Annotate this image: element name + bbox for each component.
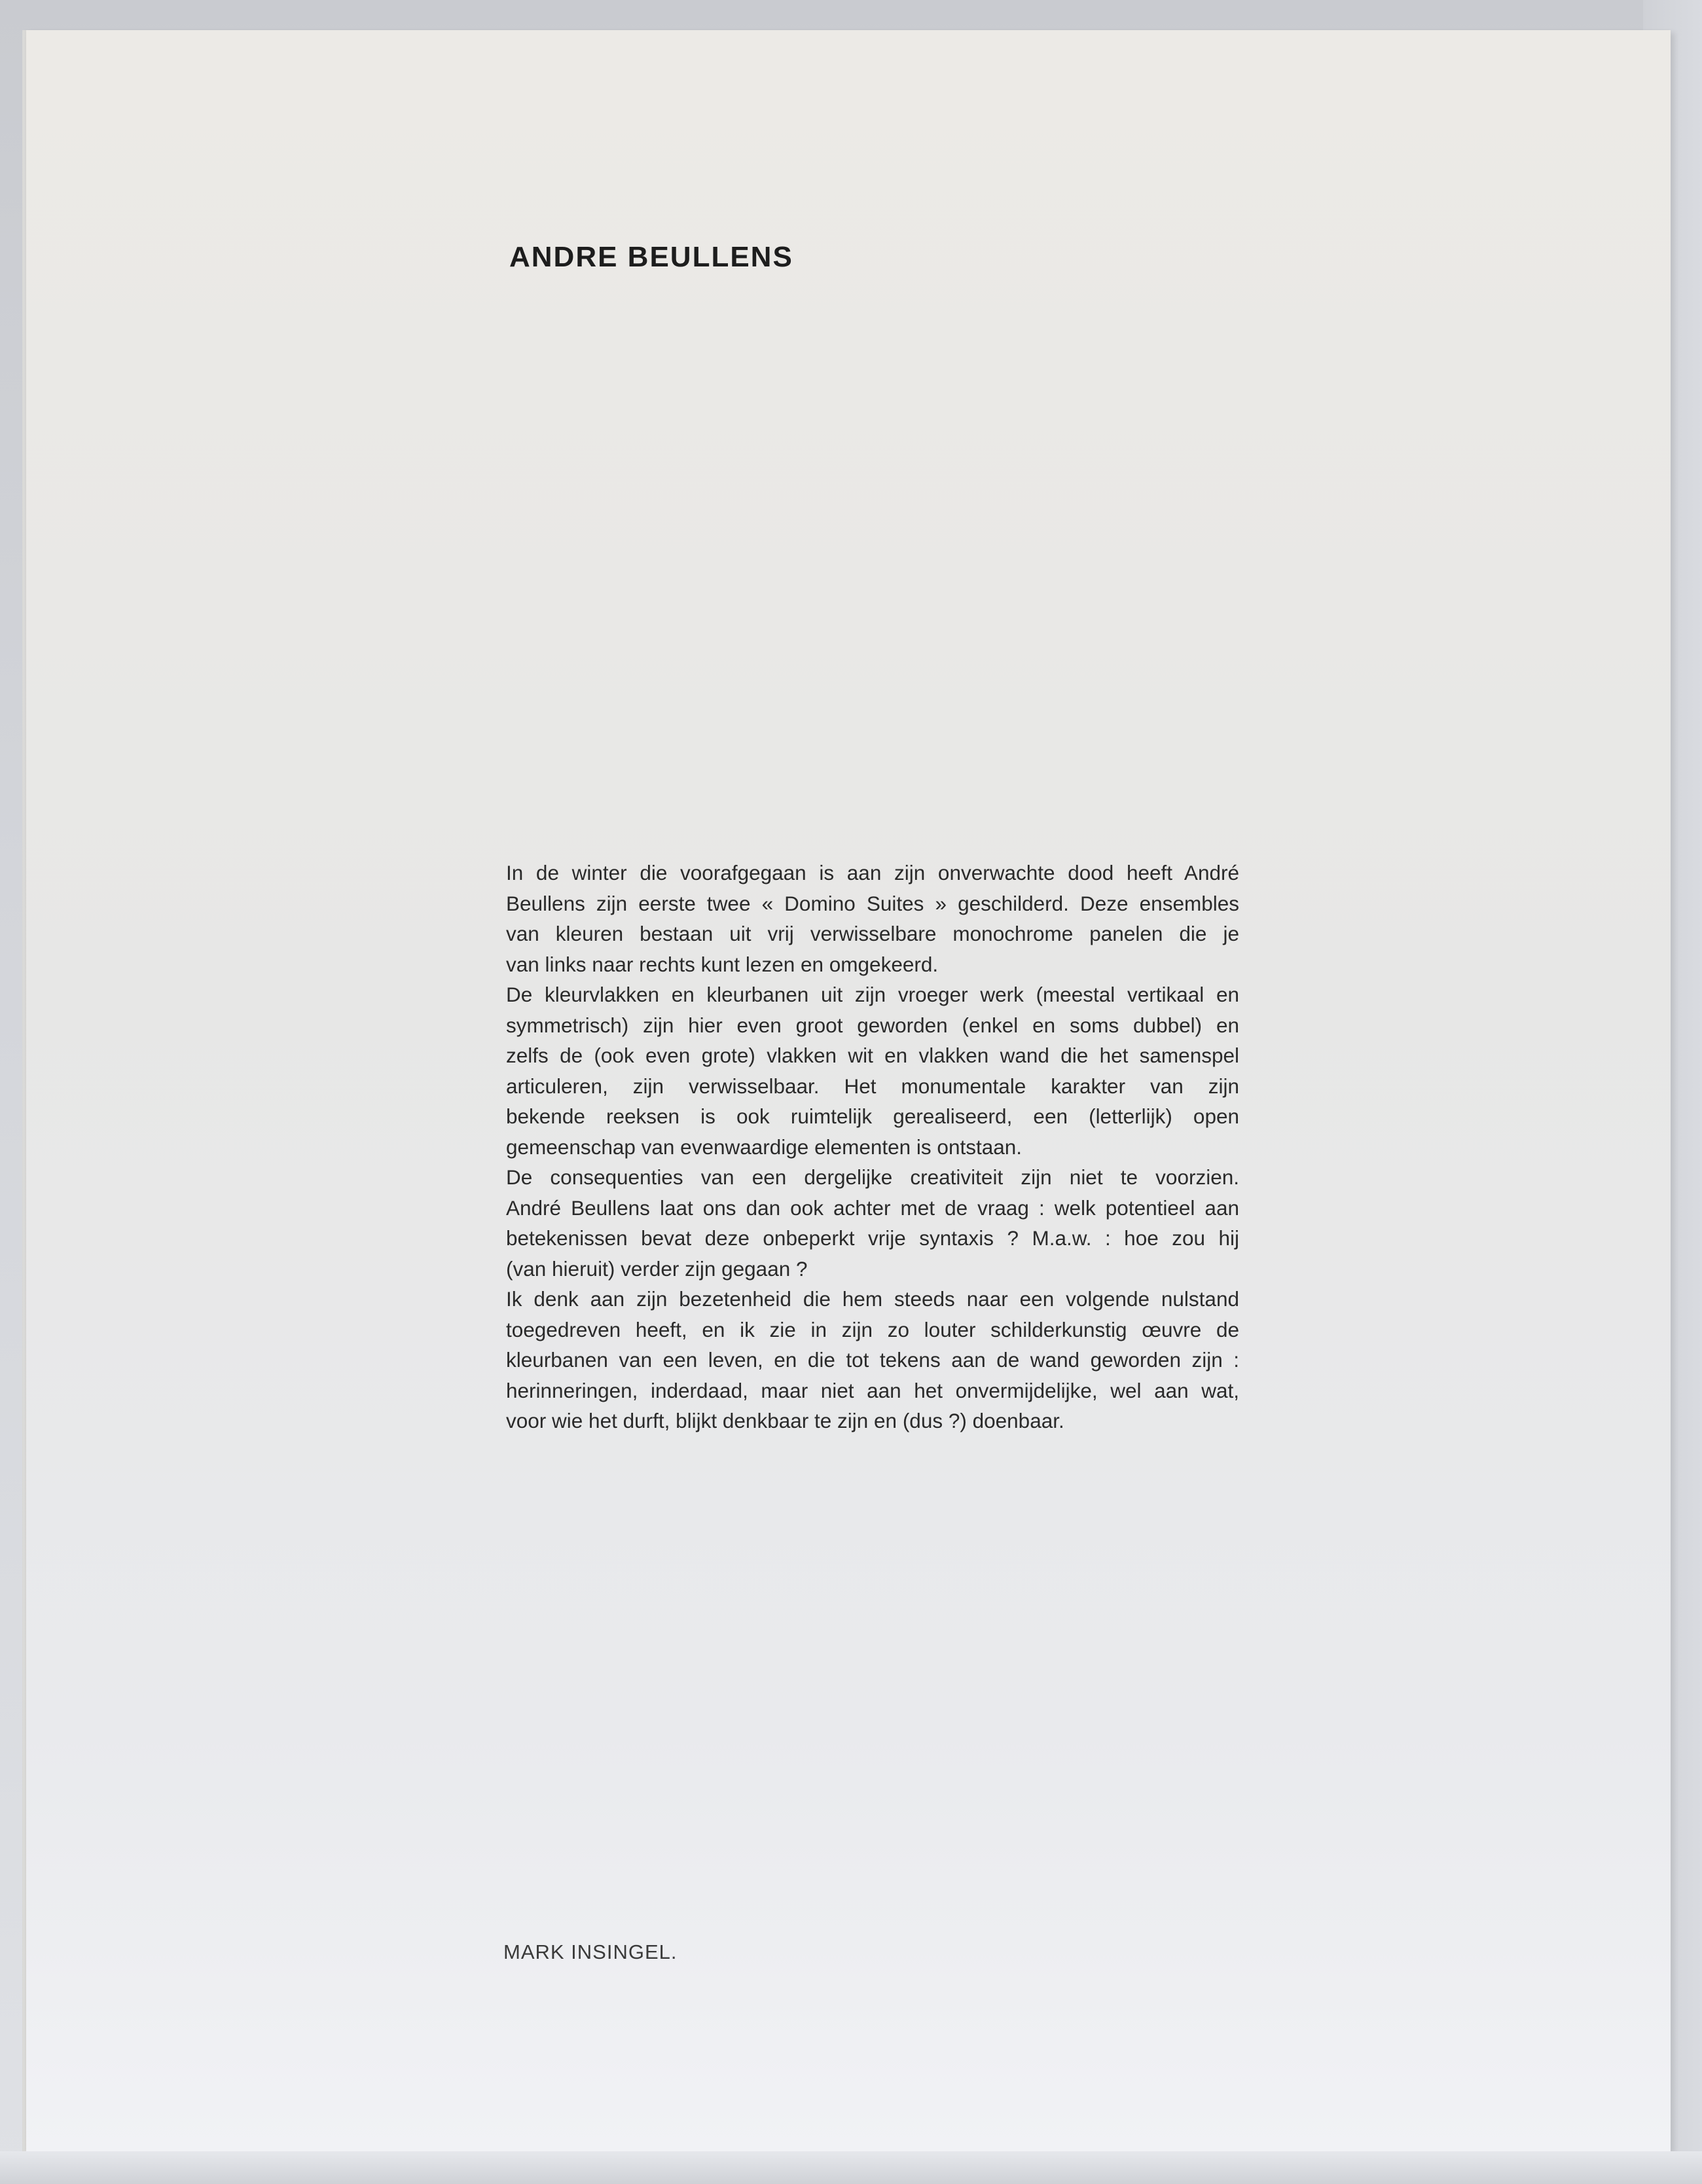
body-line: voor wie het durft, blijkt denkbaar te zijn en (dus ?) doenbaar. [506, 1409, 1064, 1432]
body-line: De kleurvlakken en kleurbanen uit zijn vroeger werk (meestal vertikaal en [506, 983, 1239, 1006]
author-signature: MARK INSINGEL. [503, 1940, 678, 1963]
body-line: gemeenschap van evenwaardige elementen is ontstaan. [506, 1135, 1023, 1159]
body-line: De consequenties van een dergelijke creativiteit zijn niet te voorzien. [506, 1165, 1239, 1189]
body-line: Beullens zijn eerste twee « Domino Suites » geschilderd. Deze ensembles [506, 891, 1239, 915]
floor-shadow [0, 2151, 1702, 2184]
body-line: van kleuren bestaan uit vrij verwisselbare monochrome panelen die je [506, 922, 1239, 945]
body-line: symmetrisch) zijn hier even groot geworden (enkel en soms dubbel) en [506, 1013, 1239, 1037]
document-title: ANDRE BEULLENS [509, 241, 793, 273]
body-line: (van hieruit) verder zijn gegaan ? [506, 1256, 808, 1281]
body-line: André Beullens laat ons dan ook achter met de vraag : welk potentieel aan [506, 1195, 1239, 1220]
body-text [506, 858, 1239, 1436]
body-line: van links naar rechts kunt lezen en omgekeerd. [506, 952, 939, 976]
body-line: toegedreven heeft, en ik zie in zijn zo louter schilderkunstig œuvre de [506, 1317, 1239, 1341]
body-line: herinneringen, inderdaad, maar niet aan het onvermijdelijke, wel aan wat, [506, 1378, 1239, 1402]
body-line: kleurbanen van een leven, en die tot tekens aan de wand geworden zijn : [506, 1348, 1239, 1372]
body-line: In de winter die voorafgegaan is aan zijn onverwachte dood heeft André [506, 861, 1239, 884]
body-line: articuleren, zijn verwisselbaar. Het monumentale karakter van zijn [506, 1074, 1239, 1098]
body-line: Ik denk aan zijn bezetenheid die hem steeds naar een volgende nulstand [506, 1287, 1239, 1311]
body-line: betekenissen bevat deze onbeperkt vrije syntaxis ? M.a.w. : hoe zou hij [506, 1226, 1239, 1250]
body-line: zelfs de (ook even grote) vlakken wit en vlakken wand die het samenspel [506, 1044, 1239, 1067]
body-line: bekende reeksen is ook ruimtelijk gerealiseerd, een (letterlijk) open [506, 1104, 1239, 1128]
